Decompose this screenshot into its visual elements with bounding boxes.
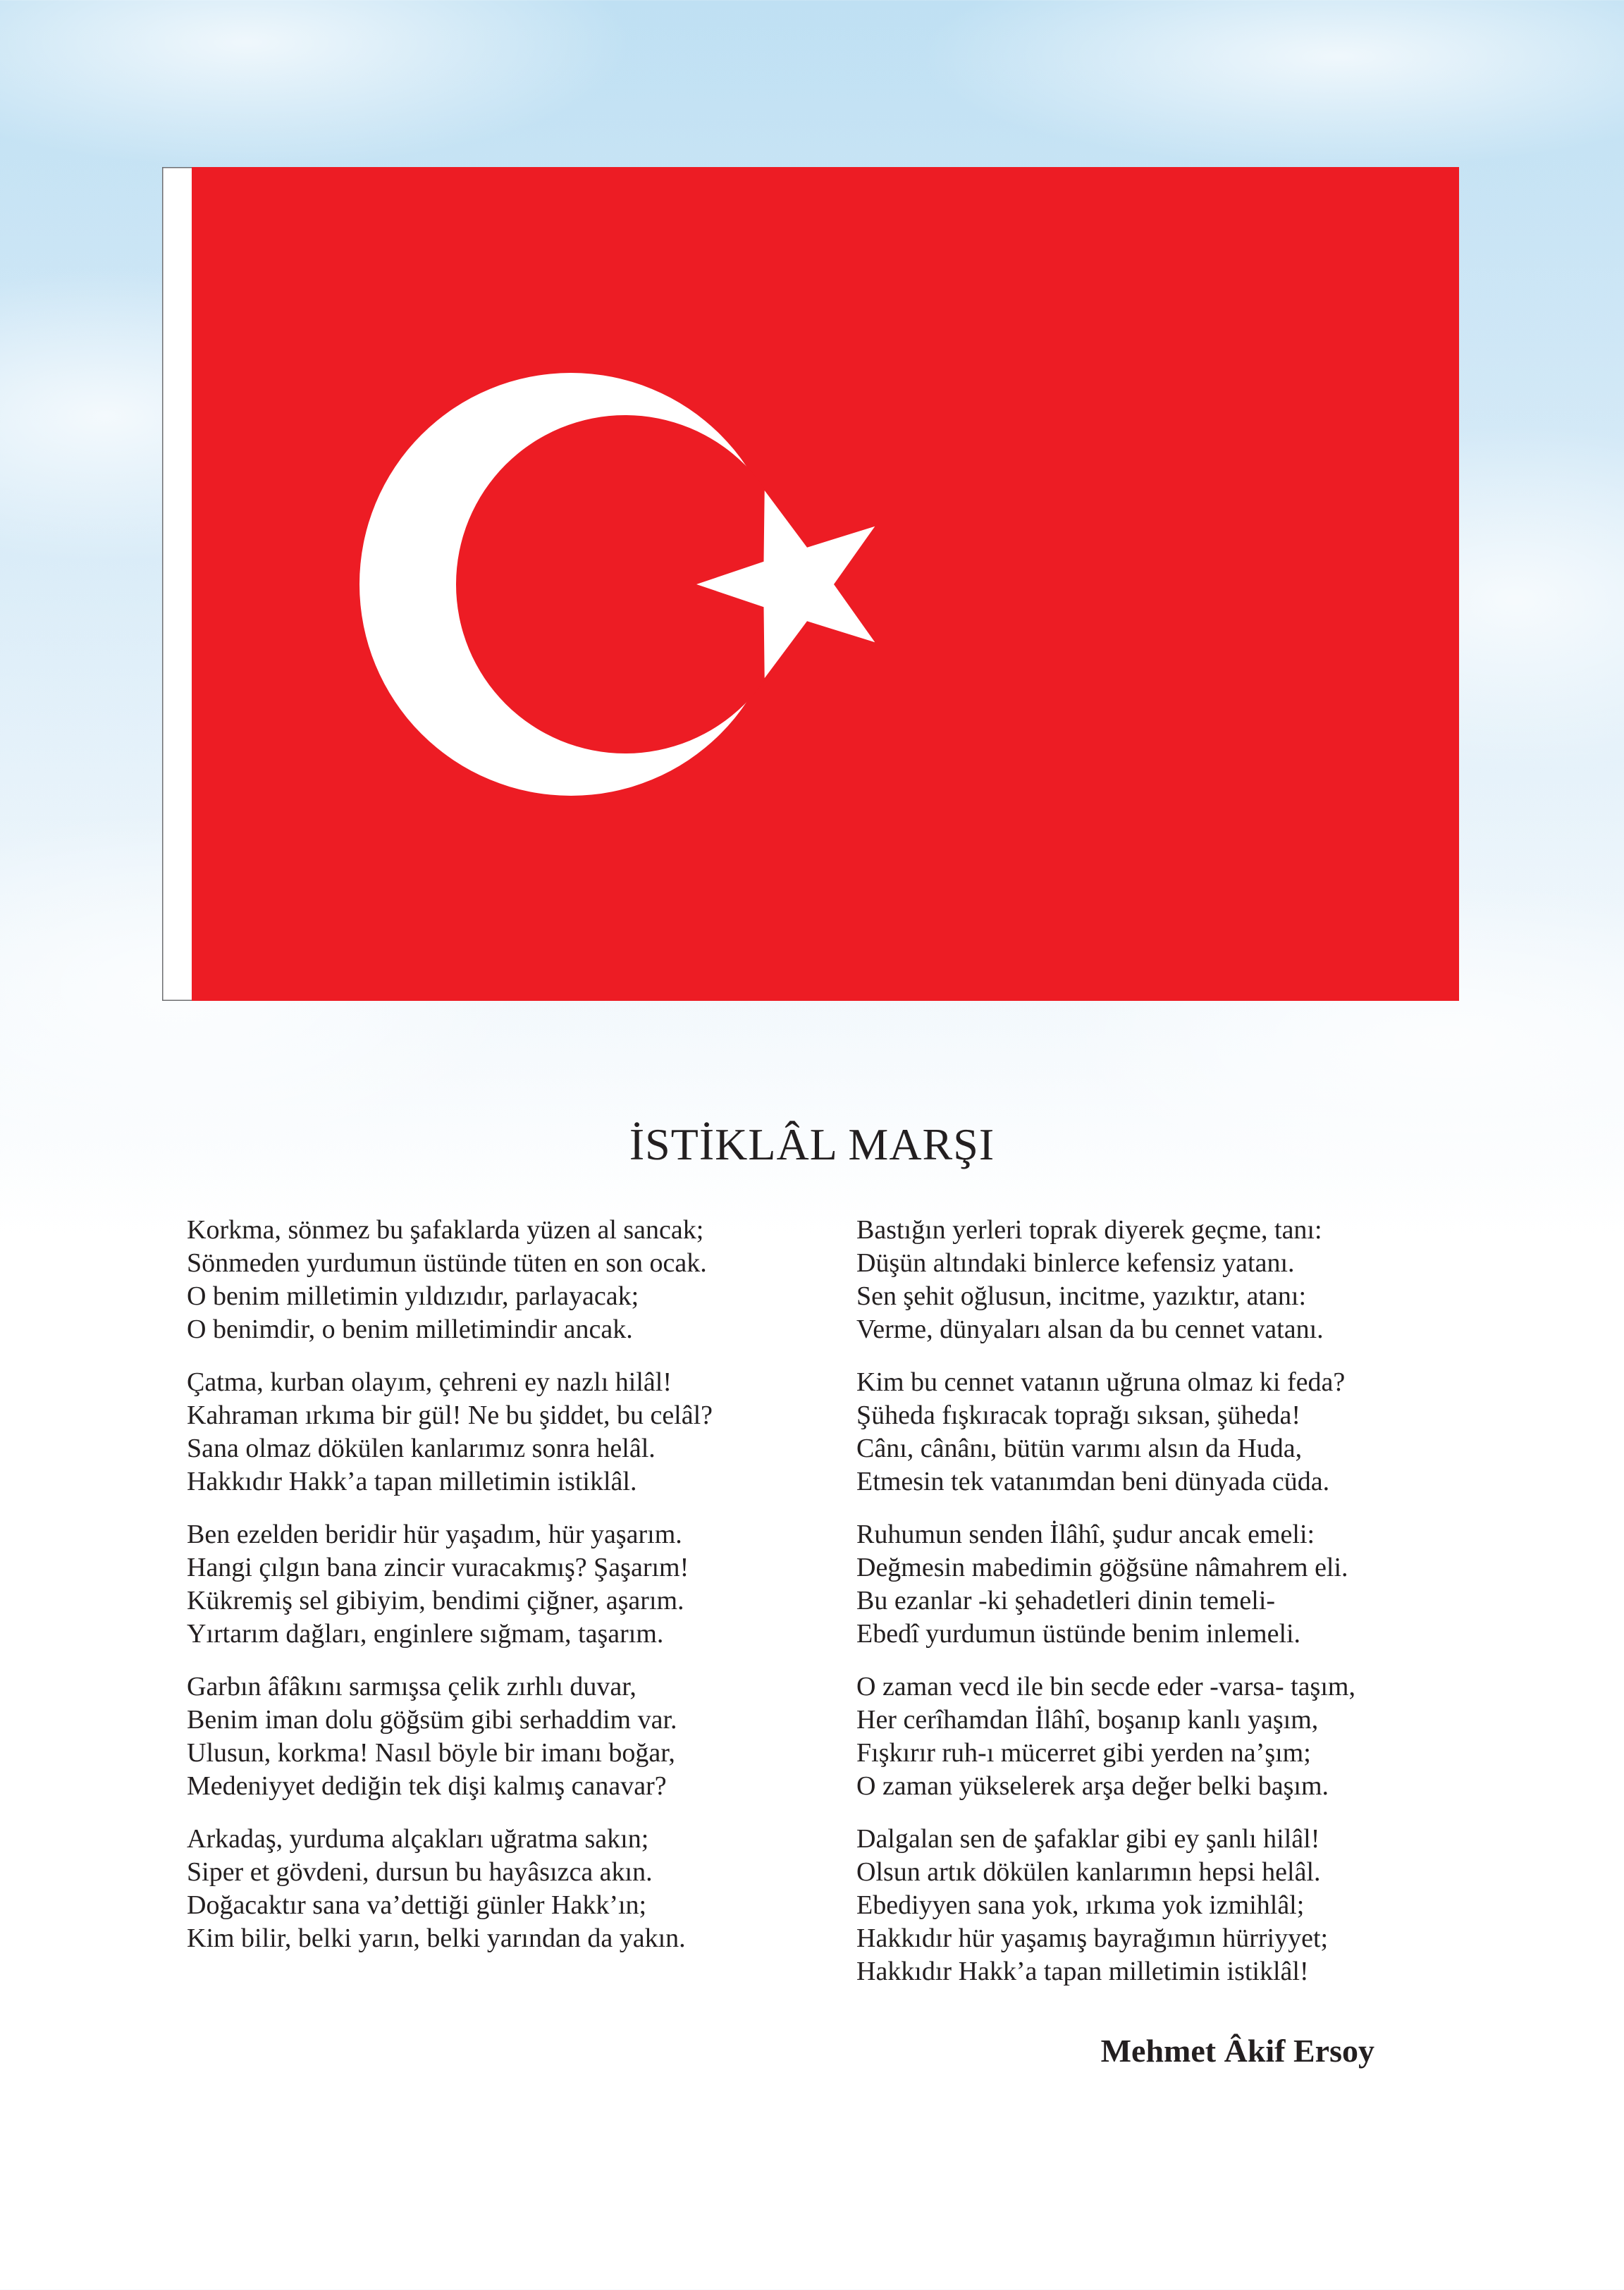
verse-line: Olsun artık dökülen kanlarımın hepsi helâl. <box>856 1857 1321 1887</box>
verse-line: Dalgalan sen de şafaklar gibi ey şanlı hilâl! <box>856 1824 1320 1854</box>
verse-line: Korkma, sönmez bu şafaklarda yüzen al sancak; <box>187 1215 704 1245</box>
left-column <box>187 1214 821 1975</box>
verse-line: Garbın âfâkını sarmışsa çelik zırhlı duvar, <box>187 1672 636 1701</box>
verse-line: O zaman vecd ile bin secde eder -varsa- taşım, <box>856 1672 1355 1701</box>
verse-line: Yırtarım dağları, enginlere sığmam, taşarım. <box>187 1619 664 1649</box>
verse-line: Etmesin tek vatanımdan beni dünyada cüda. <box>856 1467 1330 1496</box>
verse-line: Bu ezanlar -ki şehadetleri dinin temeli- <box>856 1586 1276 1615</box>
verse-line: Şüheda fışkıracak toprağı sıksan, şüheda! <box>856 1401 1300 1430</box>
stanza <box>856 1366 1491 1498</box>
verse-line: Ulusun, korkma! Nasıl böyle bir imanı boğar, <box>187 1738 675 1768</box>
verse-line: O zaman yükselerek arşa değer belki başım. <box>856 1771 1329 1801</box>
stanza <box>187 1214 821 1346</box>
author-signature: Mehmet Âkif Ersoy <box>1100 2033 1374 2069</box>
right-column <box>856 1214 1491 2008</box>
verse-line: Sen şehit oğlusun, incitme, yazıktır, atanı: <box>856 1281 1307 1311</box>
stanza <box>187 1366 821 1498</box>
verse-line: Benim iman dolu göğsüm gibi serhaddim var. <box>187 1705 677 1735</box>
verse-line: Bastığın yerleri toprak diyerek geçme, tanı: <box>856 1215 1322 1245</box>
verse-line: Hakkıdır hür yaşamış bayrağımın hürriyyet; <box>856 1923 1329 1953</box>
stanza <box>187 1518 821 1651</box>
verse-line: Değmesin mabedimin göğsüne nâmahrem eli. <box>856 1553 1348 1582</box>
verse-line: Kim bu cennet vatanın uğruna olmaz ki feda? <box>856 1367 1346 1397</box>
verse-line: Ebediyyen sana yok, ırkıma yok izmihlâl; <box>856 1890 1305 1920</box>
stanza <box>856 1823 1491 1988</box>
verse-line: Her cerîhamdan İlâhî, boşanıp kanlı yaşım, <box>856 1705 1319 1735</box>
verse-line: Verme, dünyaları alsan da bu cennet vatanı. <box>856 1315 1324 1344</box>
stanza <box>187 1670 821 1803</box>
verse-line: Sana olmaz dökülen kanlarımız sonra helâl. <box>187 1434 656 1463</box>
stanza <box>856 1214 1491 1346</box>
verse-line: O benim milletimin yıldızıdır, parlayacak; <box>187 1281 639 1311</box>
verse-line: Çatma, kurban olayım, çehreni ey nazlı hilâl! <box>187 1367 672 1397</box>
verse-line: Kükremiş sel gibiyim, bendimi çiğner, aşarım. <box>187 1586 684 1615</box>
verse-line: Kahraman ırkıma bir gül! Ne bu şiddet, bu celâl? <box>187 1401 713 1430</box>
verse-line: O benimdir, o benim milletimindir ancak. <box>187 1315 633 1344</box>
anthem-title: İSTİKLÂL MARŞI <box>629 1119 995 1169</box>
verse-line: Düşün altındaki binlerce kefensiz yatanı. <box>856 1248 1295 1278</box>
verse-line: Ebedî yurdumun üstünde benim inlemeli. <box>856 1619 1301 1649</box>
cloud-decoration <box>916 0 1624 169</box>
verse-line: Kim bilir, belki yarın, belki yarından da yakın. <box>187 1923 686 1953</box>
verse-line: Hakkıdır Hakk’a tapan milletimin istiklâl. <box>187 1467 637 1496</box>
verse-line: Cânı, cânânı, bütün varımı alsın da Huda, <box>856 1434 1303 1463</box>
verse-line: Sönmeden yurdumun üstünde tüten en son ocak. <box>187 1248 707 1278</box>
stanza <box>187 1823 821 1955</box>
cloud-decoration <box>0 0 634 169</box>
stanza <box>856 1670 1491 1803</box>
verse-line: Siper et gövdeni, dursun bu hayâsızca akın. <box>187 1857 653 1887</box>
stanza <box>856 1518 1491 1651</box>
verse-line: Ben ezelden beridir hür yaşadım, hür yaşarım. <box>187 1520 682 1549</box>
turkish-flag <box>162 167 1459 1001</box>
verse-line: Hakkıdır Hakk’a tapan milletimin istiklâl! <box>856 1957 1309 1986</box>
verse-line: Medeniyyet dediğin tek dişi kalmış canavar? <box>187 1771 667 1801</box>
verse-line: Doğacaktır sana va’dettiği günler Hakk’ın; <box>187 1890 647 1920</box>
verse-line: Ruhumun senden İlâhî, şudur ancak emeli: <box>856 1520 1315 1549</box>
verse-line: Hangi çılgın bana zincir vuracakmış? Şaşarım! <box>187 1553 689 1582</box>
verse-line: Arkadaş, yurduma alçakları uğratma sakın; <box>187 1824 649 1854</box>
verse-line: Fışkırır ruh-ı mücerret gibi yerden na’şım; <box>856 1738 1311 1768</box>
